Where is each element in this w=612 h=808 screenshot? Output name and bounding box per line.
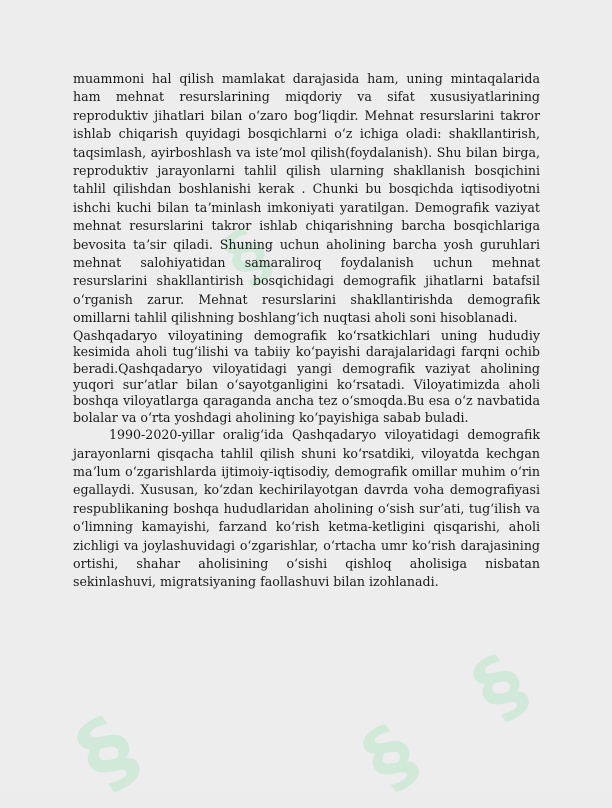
watermark-logo: § (456, 636, 544, 737)
body-text (73, 70, 540, 592)
paragraph-1990-2020-analysis: 1990-2020-yillar oraligʻida Qashqadaryo viloyatidagi demografik jarayonlarni qisqacha tahlil qilish shuni koʻrsatdiki, viloyatda kechgan maʼlum oʻzgarishlarda ijtimoiy-iqtisodiy, demografik omillar muhim oʻrin egallaydi. Xususan, koʻzdan kechirilayotgan davrda voha demografiyasi respublikaning boshqa hududlaridan aholining oʻsish surʼati, tugʻilish va oʻlimning kamayishi, farzand koʻrish ketma-ketligini qisqarishi, aholi zichligi va joylashuvidagi oʻzgarishlar, oʻrtacha umr koʻrish darajasining ortishi, shahar aholisining oʻsishi qishloq aholisiga nisbatan sekinlashuvi, migratsiyaning faollashuvi bilan izohlanadi. (73, 427, 540, 590)
paragraph-qashqadaryo-demography: Qashqadaryo viloyatining demografik koʻrsatkichlari uning hududiy kesimida aholi tugʻilishi va tabiiy koʻpayishi darajalaridagi farqni ochib beradi.Qashqadaryo viloyatidagi yangi demografik vaziyat aholining yuqori surʼatlar bilan oʻsayotganligini koʻrsatadi. Viloyatimizda aholi boshqa viloyatlarga qaraganda ancha tez oʻsmoqda.Bu esa oʻz navbatida bolalar va oʻrta yoshdagi aholining koʻpayishiga sabab buladi. (73, 327, 540, 425)
paragraph-labor-resources: muammoni hal qilish mamlakat darajasida ham, uning mintaqalarida ham mehnat resurslarining miqdoriy va sifat xususiyatlarining reproduktiv jihatlari bilan oʻzaro bogʻliqdir. Mehnat resurslarini takror ishlab chiqarish quyidagi bosqichlarni oʻz ichiga oladi: shakllantirish, taqsimlash, ayirboshlash va isteʼmol qilish(foydalanish). Shu bilan birga, reproduktiv jarayonlarni tahlil qilish ularning shakllanish bosqichini tahlil qilishdan boshlanishi kerak . Chunki bu bosqichda iqtisodiyotni ishchi kuchi bilan taʼminlash imkoniyati yaratilgan. Demografik vaziyat mehnat resurslarini takror ishlab chiqarishning barcha bosqichlariga bevosita taʼsir qiladi. Shuning uchun aholining barcha yosh guruhlari mehnat salohiyatidan samaraliroq foydalanish uchun mehnat resurslarini shakllantirish bosqichidagi demografik jihatlarni batafsil oʻrganish zarur. Mehnat resurslarini shakllantirishda demografik omillarni tahlil qilishning boshlangʻich nuqtasi aholi soni hisoblanadi. (73, 71, 540, 326)
watermark-logo: § (58, 696, 157, 808)
watermark-logo: § (346, 706, 434, 807)
watermark-logo: § (209, 212, 286, 300)
